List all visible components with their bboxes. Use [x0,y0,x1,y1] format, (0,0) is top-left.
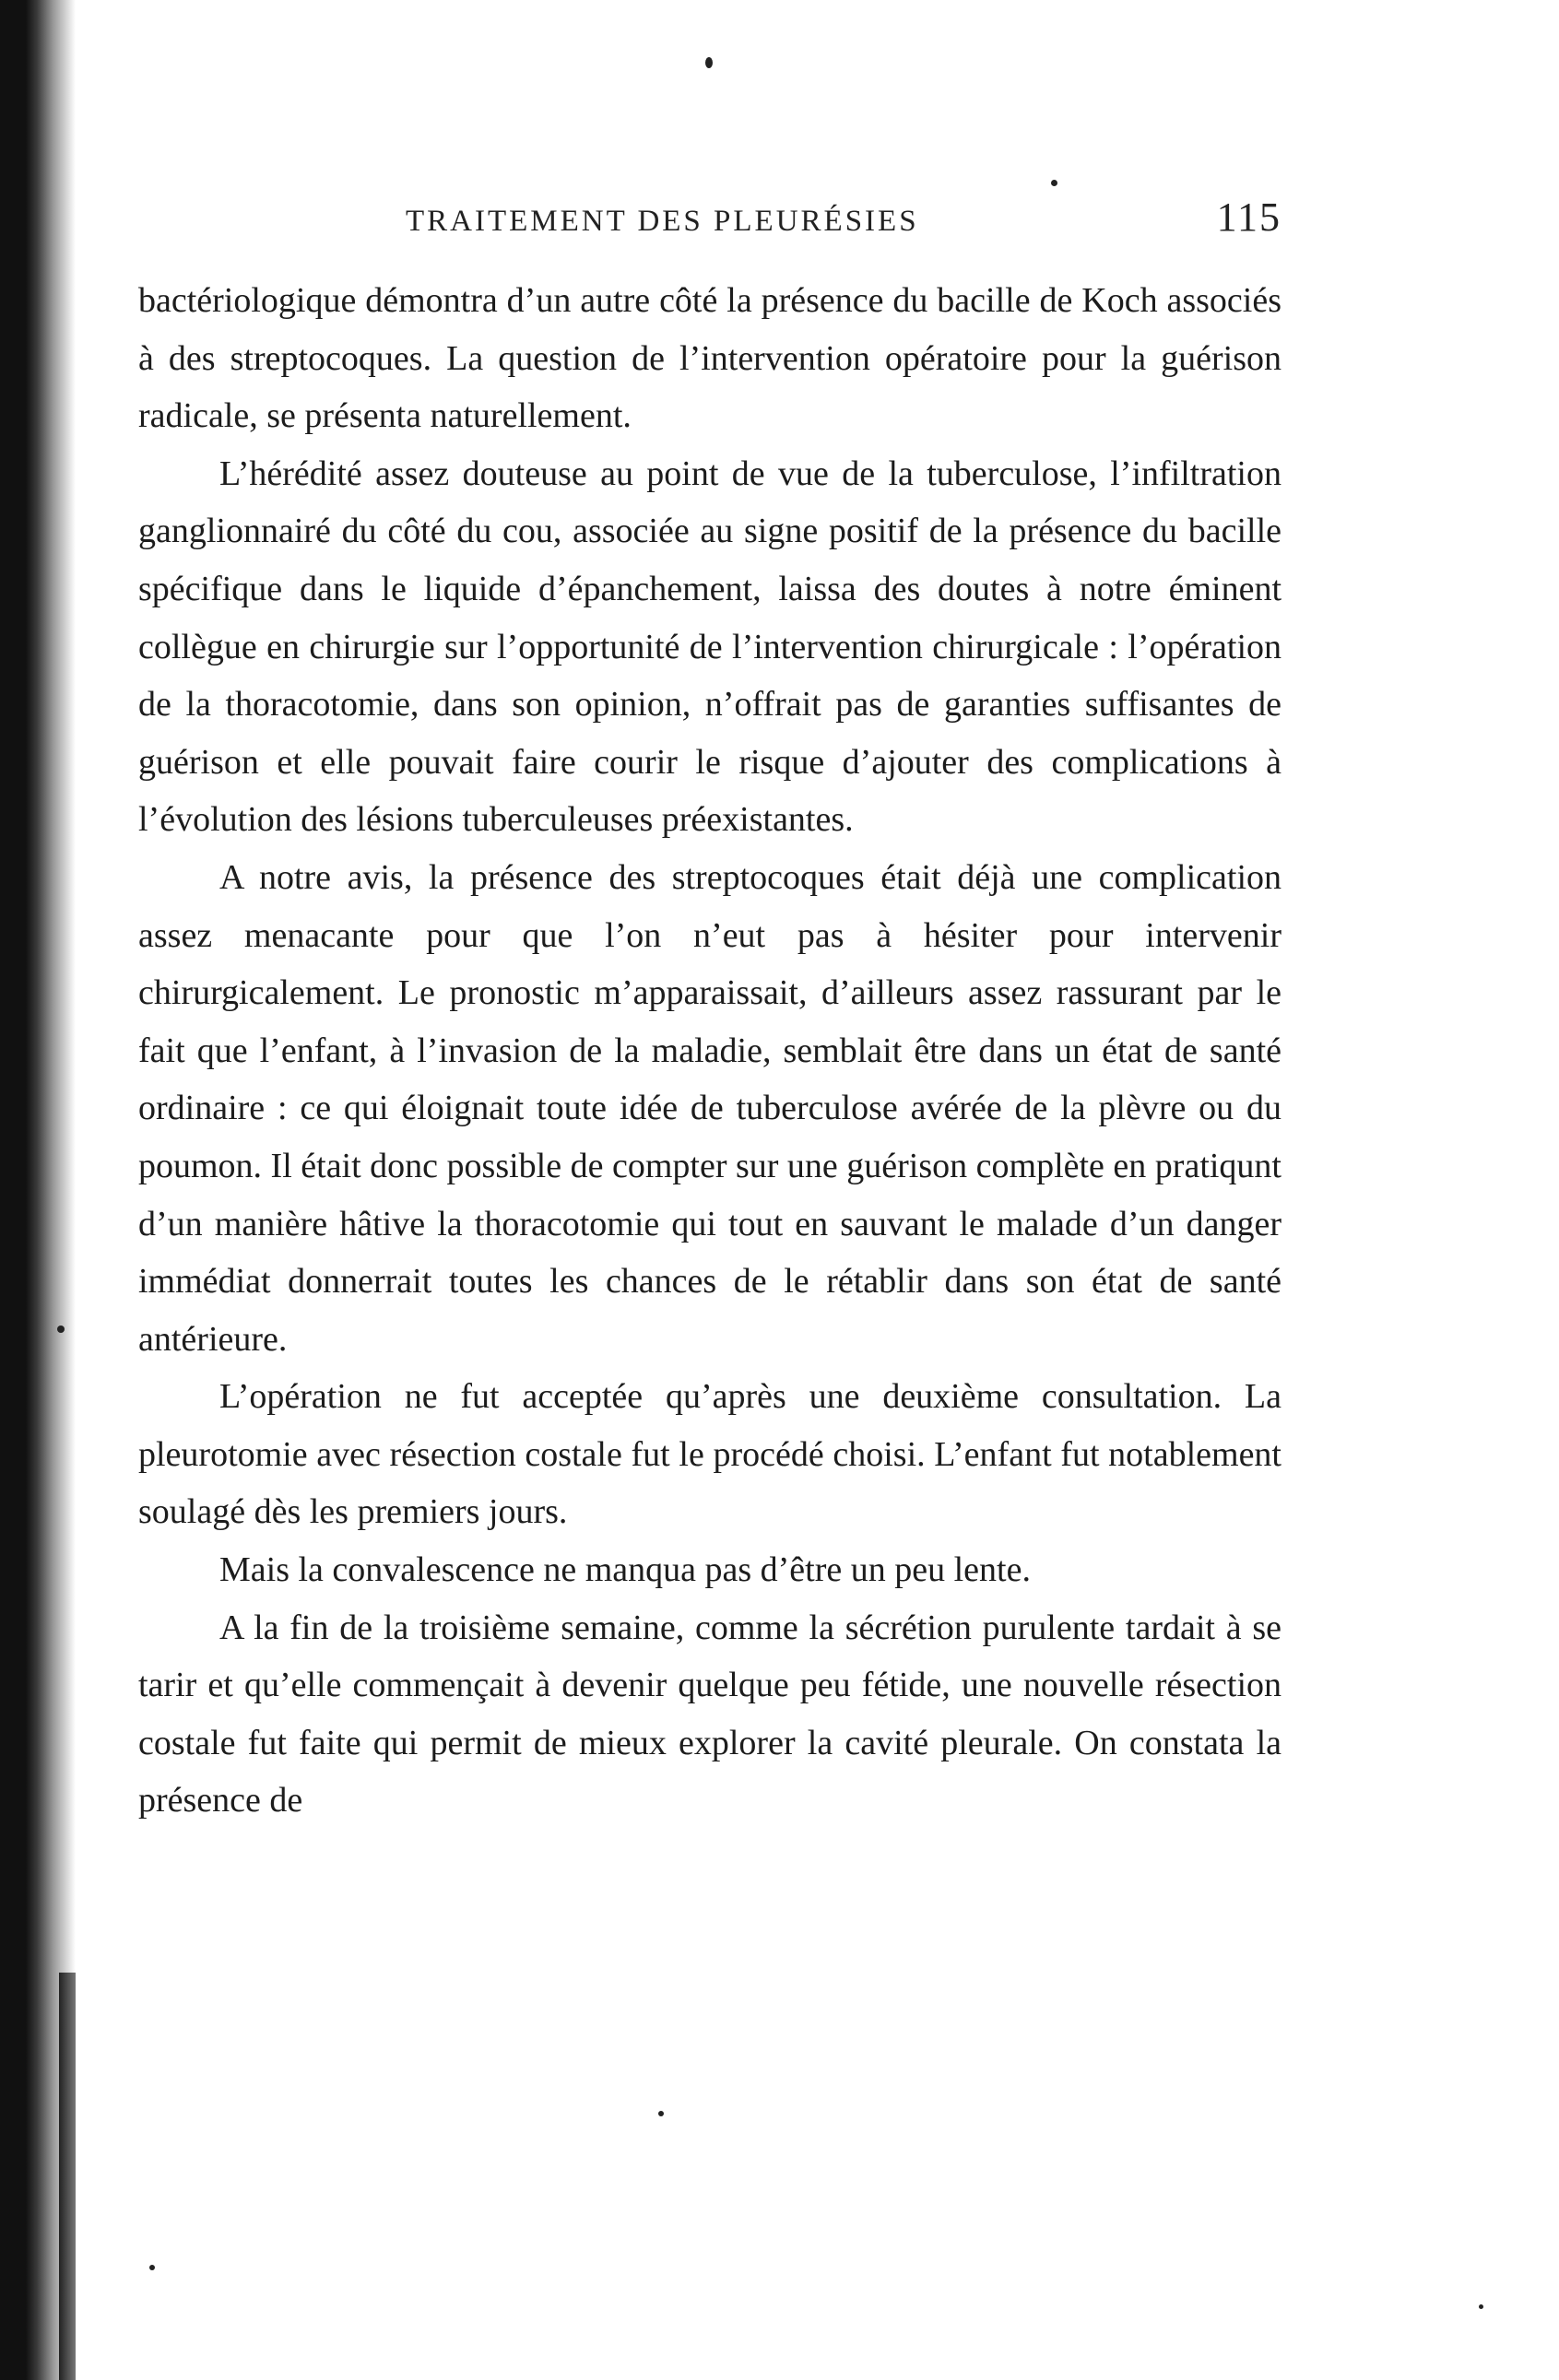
paragraph: A la fin de la troisième semaine, comme la sécrétion purulente tardait à se tarir et qu’elle commençait à devenir quelque peu fétide, une nouvelle résection costale fut faite qui permit de mieux explorer la cavité pleurale. On constata la présence de [138,1608,1281,1820]
ink-speck [658,2111,664,2116]
ink-speck [1479,2304,1483,2309]
ink-speck [1051,180,1057,186]
paragraph: Mais la convalescence ne manqua pas d’être un peu lente. [219,1550,1031,1590]
paragraph-continued: bactériologique démontra d’un autre côté la présence du bacille de Koch associés à des streptocoques. La question de l’intervention opératoire pour la guérison radicale, se présenta naturellement. [138,281,1281,436]
ink-speck [57,1325,65,1333]
body-text [138,272,1281,1830]
page-header [138,194,1281,249]
ink-speck [705,57,713,68]
page-number: 115 [1216,194,1281,240]
ink-speck [149,2265,155,2270]
paragraph: L’opération ne fut acceptée qu’après une deuxième consultation. La pleurotomie avec résection costale fut le procédé choisi. L’enfant fut notablement soulagé dès les premiers jours. [138,1377,1281,1532]
running-title: TRAITEMENT DES PLEURÉSIES [406,205,919,238]
paragraph: A notre avis, la présence des streptocoques était déjà une complication assez menacante pour que l’on n’eut pas à hésiter pour intervenir chirurgicalement. Le pronostic m’apparaissait, d’ailleurs assez rassurant par le fait que l’enfant, à l’invasion de la maladie, semblait être dans un état de santé ordinaire : ce qui éloignait toute idée de tuberculose avérée de la plèvre ou du poumon. Il était donc possible de compter sur une guérison complète en pratiqunt d’un manière hâtive la thoracotomie qui tout en sauvant le malade d’un danger immédiat donnerrait toutes les chances de le rétablir dans son état de santé antérieure. [138,857,1281,1359]
page-binding-edge [0,0,76,2380]
paragraph: L’hérédité assez douteuse au point de vue de la tuberculose, l’infiltration ganglionnairé du côté du cou, associée au signe positif de la présence du bacille spécifique dans le liquide d’épanchement, laissa des doutes à notre éminent collègue en chirurgie sur l’opportunité de l’intervention chirurgicale : l’opération de la thoracotomie, dans son opinion, n’offrait pas de garanties suffisantes de guérison et elle pouvait faire courir le risque d’ajouter des complications à l’évolution des lésions tuberculeuses préexistantes. [138,454,1281,840]
